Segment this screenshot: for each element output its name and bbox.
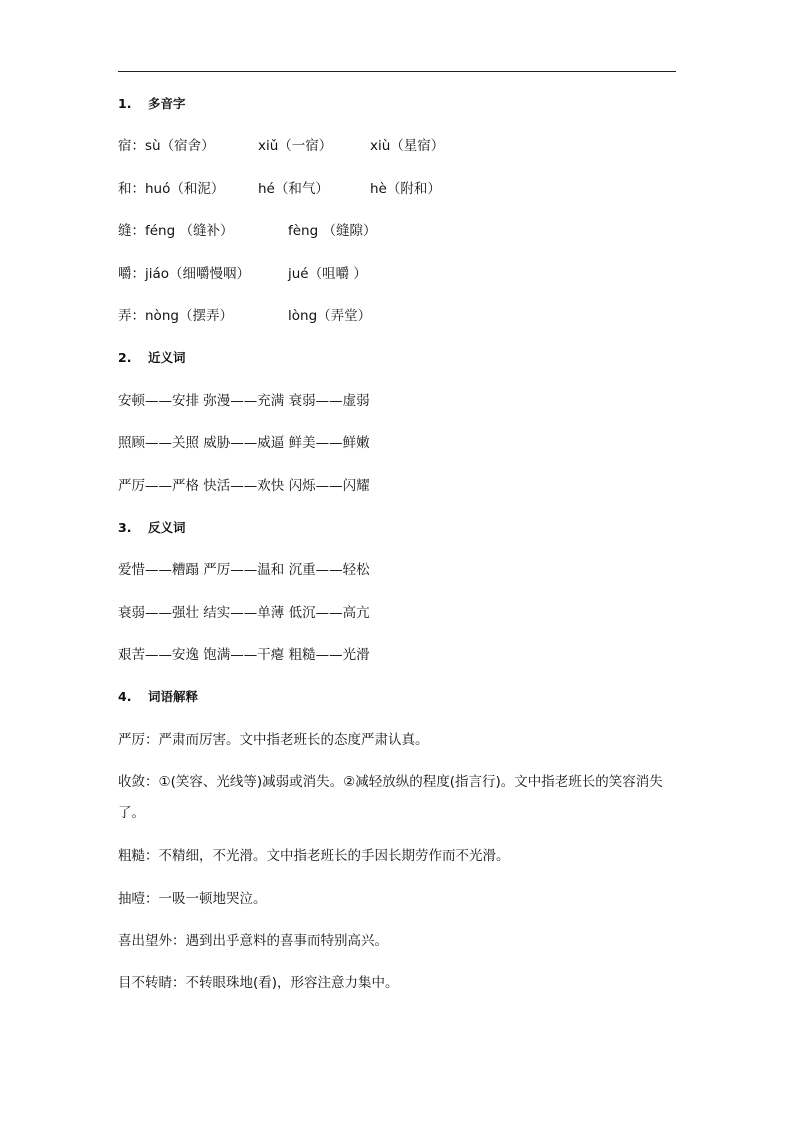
section-number: 2.: [118, 350, 132, 366]
section-number: 4.: [118, 689, 132, 705]
antonym-row: 衰弱——强壮 结实——单薄 低沉——高亢: [118, 604, 370, 621]
definition-row: 严厉：严肃而厉害。文中指老班长的态度严肃认真。: [118, 731, 429, 748]
antonym-row: 艰苦——安逸 饱满——干瘪 粗糙——光滑: [118, 647, 370, 664]
polyphone-entry: jué（咀嚼 ）: [288, 265, 367, 282]
polyphone-entry: xiǔ（一宿）: [258, 138, 333, 155]
definition-row: 收敛：①(笑容、光线等)减弱或消失。②减轻放纵的程度(指言行)。文中指老班长的笑容消失了。: [118, 774, 663, 822]
definition-row: 目不转睛：不转眼珠地(看)，形容注意力集中。: [118, 975, 399, 992]
polyphone-row: [118, 265, 688, 283]
section-title: 词语解释: [148, 689, 199, 705]
polyphone-entry: xiù（星宿）: [370, 138, 445, 155]
polyphone-entry: 宿：sù（宿舍）: [118, 138, 215, 155]
header-rule: [118, 71, 676, 72]
synonym-row: 严厉——严格 快活——欢快 闪烁——闪耀: [118, 477, 370, 494]
polyphone-entry: 弄：nòng（摆弄）: [118, 307, 233, 324]
polyphone-entry: hé（和气）: [258, 180, 329, 197]
document-body: [118, 95, 688, 992]
section-heading-definitions: [118, 688, 688, 706]
section-heading-antonyms: [118, 519, 688, 537]
polyphone-entry: 缝：féng （缝补）: [118, 223, 234, 240]
polyphone-row: [118, 137, 688, 155]
section-title: 近义词: [148, 350, 186, 366]
section-title: 反义词: [148, 519, 186, 535]
definition-row: 喜出望外：遇到出乎意料的喜事而特别高兴。: [118, 933, 388, 950]
synonym-row: 安顿——安排 弥漫——充满 衰弱——虚弱: [118, 392, 370, 409]
synonym-row: 照顾——关照 威胁——威逼 鲜美——鲜嫩: [118, 435, 370, 452]
polyphone-entry: hè（附和）: [370, 180, 441, 197]
section-number: 1.: [118, 96, 132, 111]
polyphone-entry: lòng（弄堂）: [288, 307, 372, 324]
definition-row: 粗糙：不精细，不光滑。文中指老班长的手因长期劳作而不光滑。: [118, 848, 510, 865]
polyphone-entry: fèng （缝隙）: [288, 223, 377, 240]
polyphone-row: [118, 307, 688, 325]
definition-row: 抽噎：一吸一顿地哭泣。: [118, 890, 267, 907]
polyphone-row: [118, 180, 688, 198]
section-heading-synonyms: [118, 349, 688, 367]
section-heading-polyphones: [118, 95, 688, 113]
section-number: 3.: [118, 519, 132, 535]
section-title: 多音字: [148, 96, 186, 111]
antonym-row: 爱惜——糟蹋 严厉——温和 沉重——轻松: [118, 562, 370, 579]
polyphone-row: [118, 222, 688, 240]
polyphone-entry: 嚼：jiáo（细嚼慢咽）: [118, 265, 251, 282]
polyphone-entry: 和：huó（和泥）: [118, 180, 225, 197]
